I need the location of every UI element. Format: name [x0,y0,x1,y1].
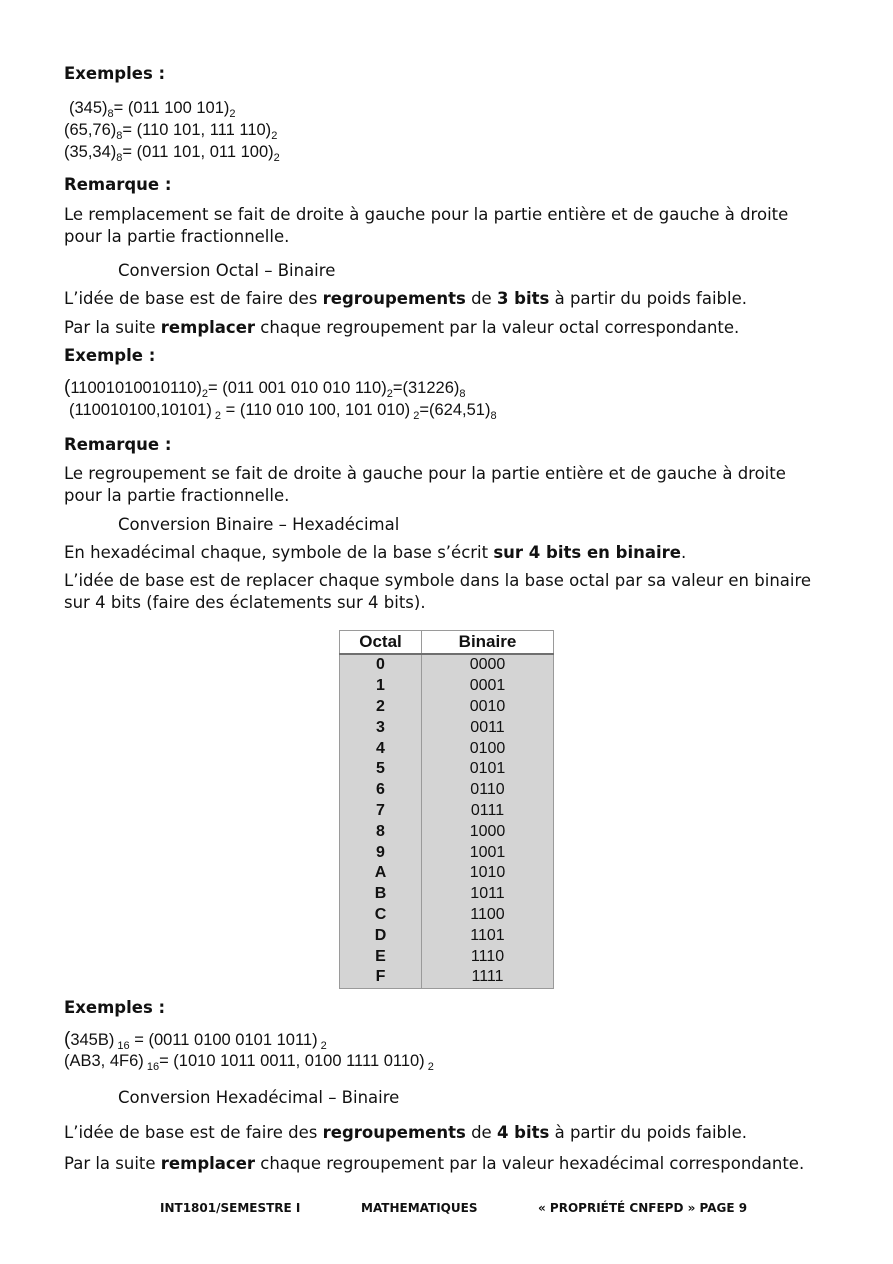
binaire-cell: 1100 [422,905,554,926]
table-row [340,967,554,988]
octal-cell: 3 [340,717,422,738]
octal-cell: A [340,863,422,884]
octal-cell: F [340,967,422,988]
binaire-cell: 1110 [422,946,554,967]
example-line: $(11001010010110)_2= (011$ 001 010 010 $110)_2=(31226)_8$ [64,377,466,400]
footer-subject: MATHEMATIQUES [361,1201,478,1215]
octal-cell: C [340,905,422,926]
example-line: $(35,34)_8= (011$ 101, 011 $100)_2$ [64,143,280,164]
binaire-cell: 1011 [422,884,554,905]
binaire-cell: 0110 [422,780,554,801]
remarque-heading: Remarque : [64,175,172,194]
example-line: (110010100,10101) $_2$ = (110 010 100, 101 010) $_2=(624,51)_8$ [69,401,497,422]
octal-cell: 2 [340,697,422,718]
octal-cell: D [340,925,422,946]
binaire-cell: 0001 [422,676,554,697]
binaire-cell: 0111 [422,801,554,822]
paragraph: L’idée de base est de faire des regroupements de 4 bits à partir du poids faible. [64,1123,748,1142]
table-row [340,925,554,946]
remarque-text: Le regroupement se fait de droite à gauche pour la partie entière et de gauche à droite pour la partie fractionnelle. [64,464,786,505]
table-row [340,717,554,738]
example-line: (345B) $_{16}$ = (0011 0100 0101 1011) $_2$ [64,1029,327,1052]
example-line: $(65,76)_8= (110$ 101, 111 $110)_2$ [64,121,278,142]
octal-cell: B [340,884,422,905]
table-row [340,821,554,842]
section-title: Conversion Hexadécimal – Binaire [118,1088,400,1107]
octal-cell: E [340,946,422,967]
table-row [340,738,554,759]
binaire-cell: 1111 [422,967,554,988]
table-row [340,801,554,822]
paragraph: L’idée de base est de replacer chaque symbole dans la base octal par sa valeur en binaire sur 4 bits (faire des éclatements sur 4 bits). [64,571,812,612]
binaire-cell: 1010 [422,863,554,884]
binaire-cell: 0010 [422,697,554,718]
table-row [340,654,554,676]
section-title: Conversion Octal – Binaire [118,261,336,280]
binaire-cell: 1101 [422,925,554,946]
binaire-cell: 0100 [422,738,554,759]
binaire-cell: 1000 [422,821,554,842]
remarque-heading: Remarque : [64,435,172,454]
table-row [340,946,554,967]
binaire-cell: 1001 [422,842,554,863]
octal-cell: 6 [340,780,422,801]
column-header-binaire: Binaire [422,631,554,655]
exemples-heading: Exemples : [64,998,166,1017]
table-row [340,780,554,801]
octal-cell: 8 [340,821,422,842]
section-title: Conversion Binaire – Hexadécimal [118,515,400,534]
octal-cell: 1 [340,676,422,697]
table-row [340,676,554,697]
octal-cell: 9 [340,842,422,863]
footer-page-info: « PROPRIÉTÉ CNFEPD » PAGE 9 [538,1201,748,1215]
table-row [340,863,554,884]
footer-course-code: INT1801/SEMESTRE I [160,1201,301,1215]
paragraph: En hexadécimal chaque, symbole de la base s’écrit sur 4 bits en binaire. [64,543,687,562]
table-row [340,697,554,718]
remarque-text: Le remplacement se fait de droite à gauche pour la partie entière et de gauche à droite pour la partie fractionnelle. [64,205,789,246]
exemples-heading: Exemples : [64,64,166,83]
table-row [340,759,554,780]
paragraph: Par la suite remplacer chaque regroupement par la valeur hexadécimal correspondante. [64,1154,805,1173]
binaire-cell: 0101 [422,759,554,780]
octal-cell: 4 [340,738,422,759]
example-line: $(345)_8= (011$ 100 $101)_2$ [69,99,236,120]
example-line: (AB3, 4F6) $_{16}$= (1010 1011 0011, 0100 1111 0110) $_2$ [64,1052,434,1073]
binaire-cell: 0011 [422,717,554,738]
octal-cell: 5 [340,759,422,780]
conversion-table [339,630,554,989]
paragraph: L’idée de base est de faire des regroupements de 3 bits à partir du poids faible. [64,289,748,308]
paragraph: Par la suite remplacer chaque regroupement par la valeur octal correspondante. [64,318,740,337]
binaire-cell: 0000 [422,654,554,676]
octal-cell: 0 [340,654,422,676]
column-header-octal: Octal [340,631,422,655]
exemple-heading: Exemple : [64,346,156,365]
table-row [340,884,554,905]
table-header-row [340,631,554,655]
table-row [340,842,554,863]
table-row [340,905,554,926]
octal-cell: 7 [340,801,422,822]
